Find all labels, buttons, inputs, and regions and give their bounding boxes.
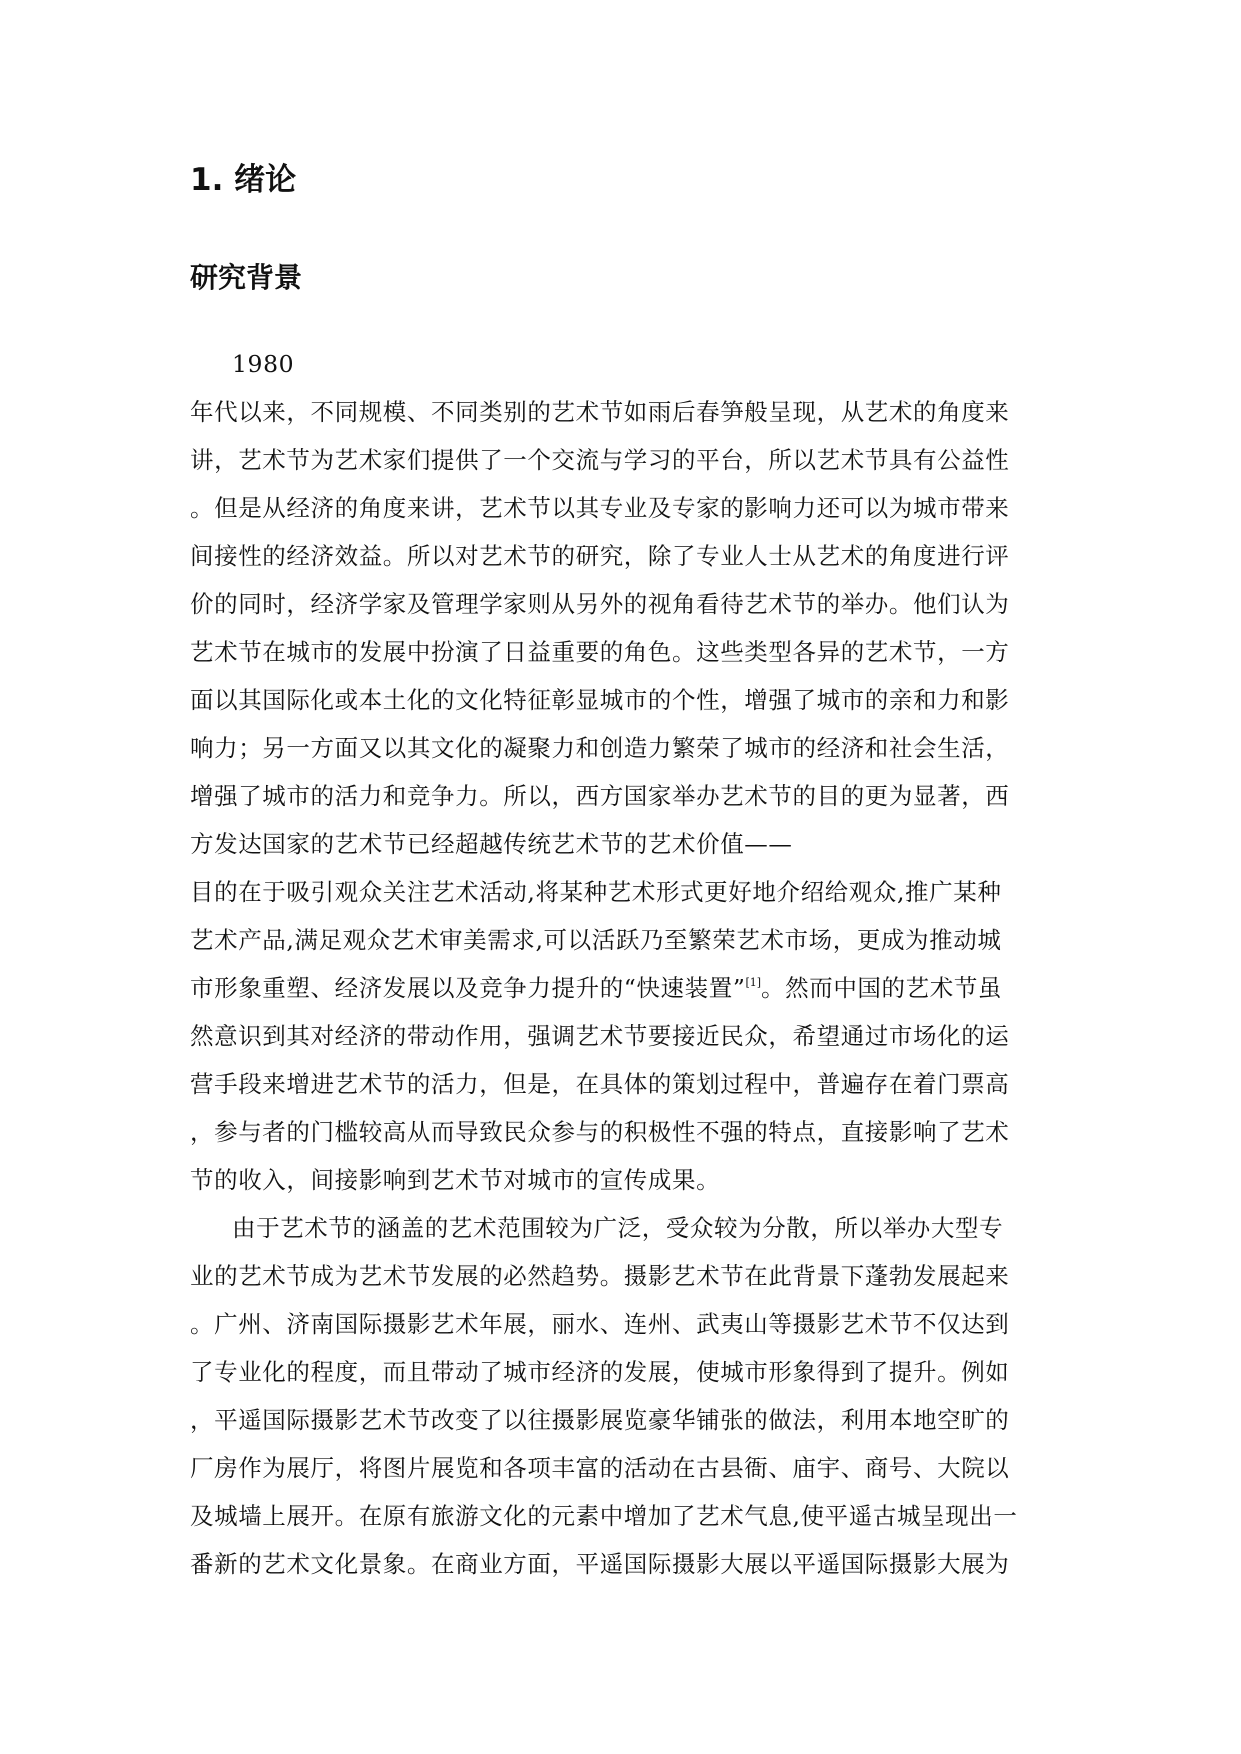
section-title: 研究背景: [190, 261, 303, 294]
text-line: 面以其国际化或本土化的文化特征彰显城市的个性，增强了城市的亲和力和影: [190, 686, 1010, 714]
text-line: 增强了城市的活力和竞争力。所以，西方国家举办艺术节的目的更为显著，西: [190, 782, 1010, 810]
text-line: 然意识到其对经济的带动作用，强调艺术节要接近民众，希望通过市场化的运: [190, 1022, 1010, 1050]
text-line: 节的收入，间接影响到艺术节对城市的宣传成果。: [190, 1166, 721, 1194]
text-line: 业的艺术节成为艺术节发展的必然趋势。摄影艺术节在此背景下蓬勃发展起来: [190, 1262, 1010, 1290]
paragraph-1: [190, 340, 1070, 1204]
text-line: 番新的艺术文化景象。在商业方面，平遥国际摄影大展以平遥国际摄影大展为: [190, 1550, 1010, 1578]
text-line: 由于艺术节的涵盖的艺术范围较为广泛，受众较为分散，所以举办大型专: [232, 1214, 1004, 1242]
text-line: 讲，艺术节为艺术家们提供了一个交流与学习的平台，所以艺术节具有公益性: [190, 446, 1010, 474]
text-line: 艺术产品,满足观众艺术审美需求,可以活跃乃至繁荣艺术市场，更成为推动城: [190, 926, 1002, 954]
body-text: [190, 340, 1070, 1588]
citation-marker[interactable]: [1]: [745, 976, 762, 989]
text-line: 厂房作为展厅，将图片展览和各项丰富的活动在古县衙、庙宇、商号、大院以: [190, 1454, 1010, 1482]
text-line: 方发达国家的艺术节已经超越传统艺术节的艺术价值——: [190, 830, 793, 858]
text-line: 1980: [232, 350, 295, 378]
text-line: 。但是从经济的角度来讲，艺术节以其专业及专家的影响力还可以为城市带来: [190, 494, 1010, 522]
text-line: 目的在于吸引观众关注艺术活动,将某种艺术形式更好地介绍给观众,推广某种: [190, 878, 1002, 906]
text-line: 艺术节在城市的发展中扮演了日益重要的角色。这些类型各异的艺术节，一方: [190, 638, 1010, 666]
text-line: 响力；另一方面又以其文化的凝聚力和创造力繁荣了城市的经济和社会生活，: [190, 734, 1010, 762]
chapter-title: 1. 绪论: [190, 162, 297, 198]
text-segment: 市形象重塑、经济发展以及竞争力提升的“快速装置”: [190, 974, 746, 1002]
text-segment: 。然而中国的艺术节虽: [761, 974, 1003, 1002]
text-line: 年代以来，不同规模、不同类别的艺术节如雨后春笋般呈现，从艺术的角度来: [190, 398, 1010, 426]
text-line: 营手段来增进艺术节的活力，但是，在具体的策划过程中，普遍存在着门票高: [190, 1070, 1010, 1098]
text-line: 及城墙上展开。在原有旅游文化的元素中增加了艺术气息,使平遥古城呈现出一: [190, 1502, 1018, 1530]
text-line: 价的同时，经济学家及管理学家则从另外的视角看待艺术节的举办。他们认为: [190, 590, 1010, 618]
text-line: 了专业化的程度，而且带动了城市经济的发展，使城市形象得到了提升。例如: [190, 1358, 1010, 1386]
paragraph-2: [190, 1204, 1070, 1588]
text-line: 间接性的经济效益。所以对艺术节的研究，除了专业人士从艺术的角度进行评: [190, 542, 1010, 570]
text-line: ，平遥国际摄影艺术节改变了以往摄影展览豪华铺张的做法，利用本地空旷的: [190, 1406, 1010, 1434]
text-line: 。广州、济南国际摄影艺术年展，丽水、连州、武夷山等摄影艺术节不仅达到: [190, 1310, 1010, 1338]
text-line: ，参与者的门槛较高从而导致民众参与的积极性不强的特点，直接影响了艺术: [190, 1118, 1010, 1146]
text-line-with-citation: [190, 964, 1070, 1012]
